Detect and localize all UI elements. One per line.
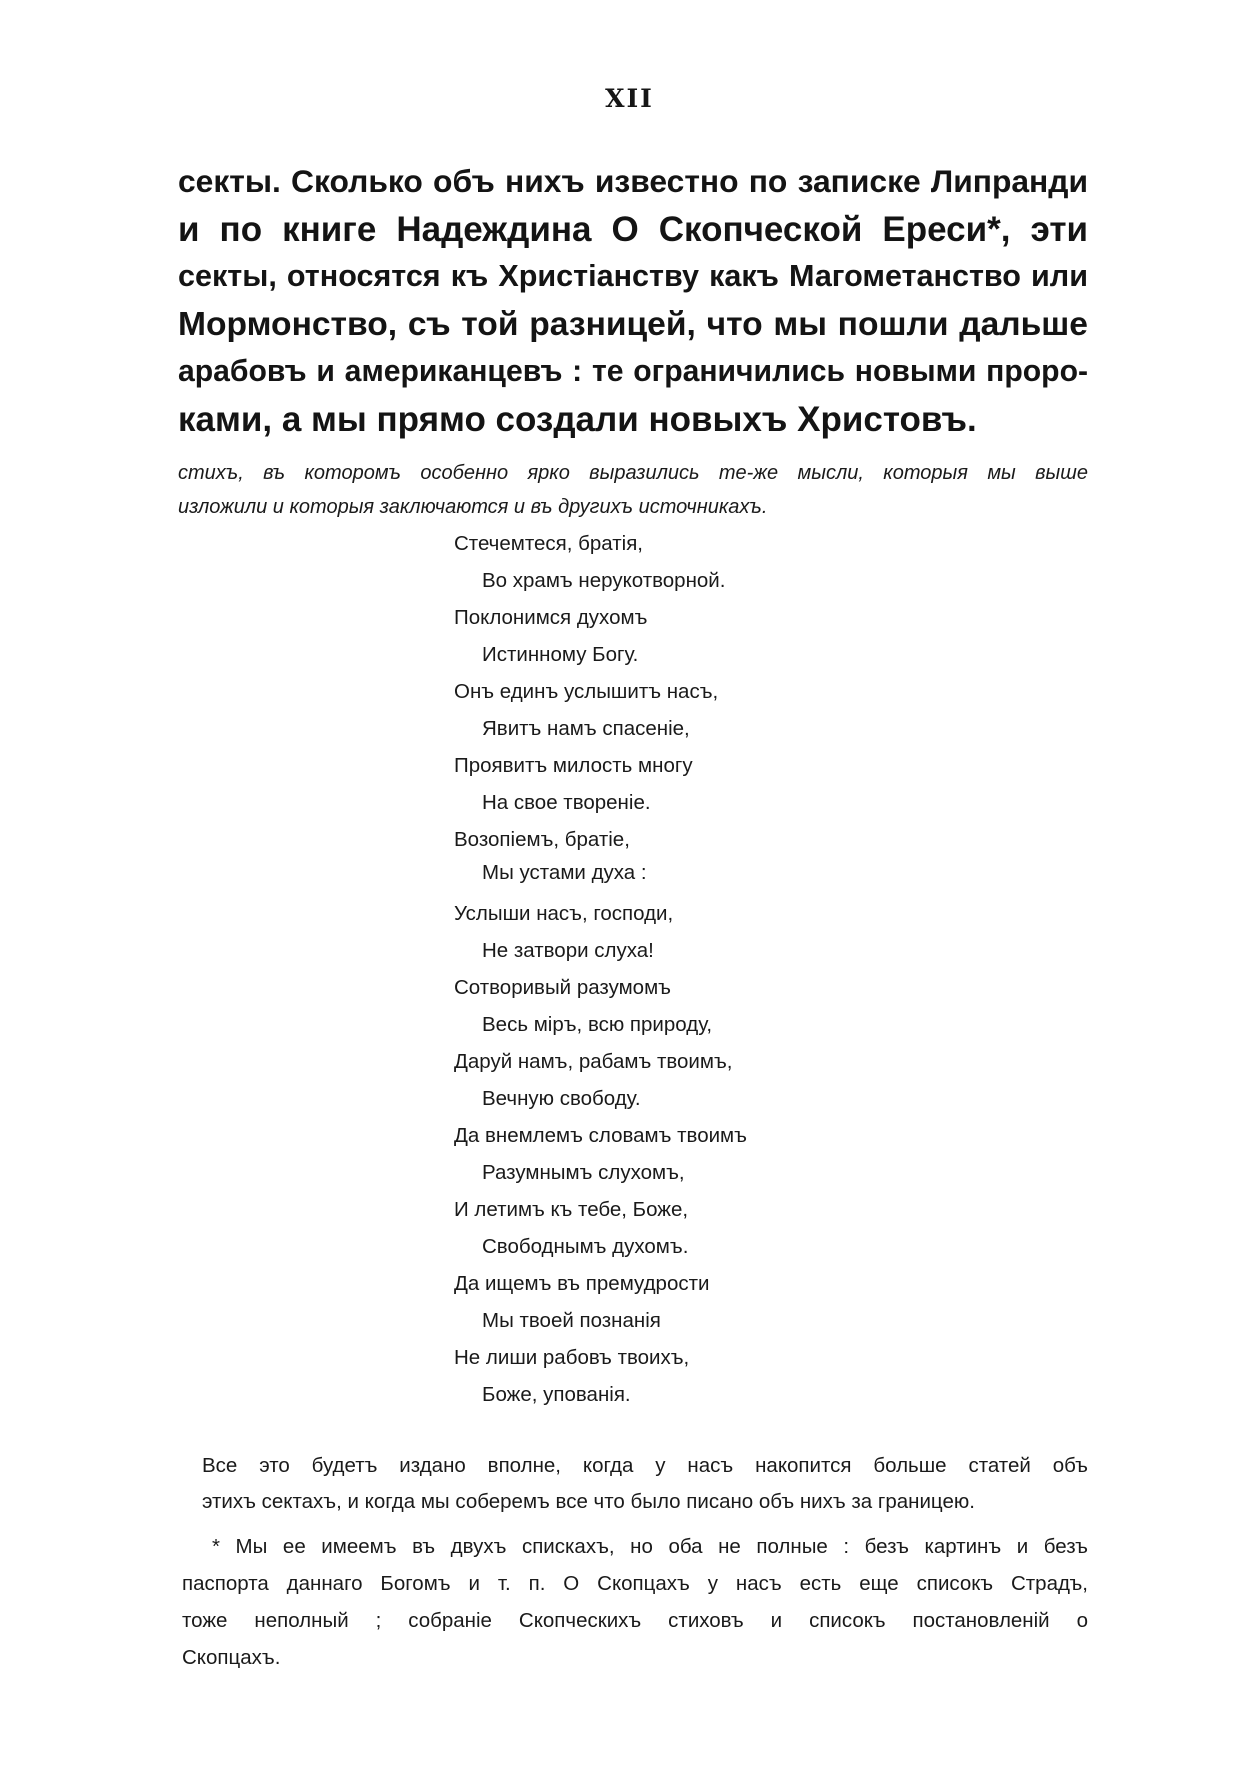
closing-line: Все это будетъ издано вполне, когда у насъ накопится больше статей объ xyxy=(202,1454,1088,1477)
poem-line: Да ищемъ въ премудрости xyxy=(454,1272,710,1295)
poem-line: Свободнымъ духомъ. xyxy=(482,1235,689,1258)
closing-paragraph xyxy=(202,1448,1088,1520)
poem-line: Мы устами духа : xyxy=(482,861,647,884)
poem-line: Сотворивый разумомъ xyxy=(454,976,671,999)
main-line: арабовъ и американцевъ : те ограничились новыми проро- xyxy=(178,355,1088,388)
poem-line: Проявитъ милость многу xyxy=(454,754,693,777)
poem-line: Услыши насъ, господи, xyxy=(454,902,674,925)
footnote-line: * Мы ее имеемъ въ двухъ спискахъ, но оба не полные : безъ картинъ и безъ xyxy=(212,1535,1088,1558)
main-line: секты, относятся къ Христiанству какъ Магометанство или xyxy=(178,259,1088,293)
poem-line: Да внемлемъ словамъ твоимъ xyxy=(454,1124,747,1147)
poem-line: Поклонимся духомъ xyxy=(454,606,648,629)
poem-line: Стечемтеся, братiя, xyxy=(454,532,643,555)
poem-line: На свое творенiе. xyxy=(482,791,651,814)
poem-line: Возопiемъ, братiе, xyxy=(454,828,630,851)
intro-line: стихъ, въ которомъ особенно ярко выразились те-же мысли, которыя мы выше xyxy=(178,462,1088,484)
poem-line: Истинному Богу. xyxy=(482,643,639,666)
closing-line: этихъ сектахъ, и когда мы соберемъ все что было писано объ нихъ за границею. xyxy=(202,1490,975,1513)
main-paragraph xyxy=(178,158,1088,443)
intro-line: изложили и которыя заключаются и въ другихъ источникахъ. xyxy=(178,496,768,518)
poem-line: Даруй намъ, рабамъ твоимъ, xyxy=(454,1050,733,1073)
poem-line: Мы твоей познанiя xyxy=(482,1309,661,1332)
page-number: XII xyxy=(605,84,654,113)
poem-line: Онъ единъ услышитъ насъ, xyxy=(454,680,719,703)
poem-line: И летимъ къ тебе, Боже, xyxy=(454,1198,689,1221)
footnote-line: паспорта даннаго Богомъ и т. п. О Скопцахъ у насъ есть еще списокъ Страдъ, xyxy=(182,1572,1088,1595)
poem-line: Боже, упованiя. xyxy=(482,1383,631,1406)
main-line: и по книге Надеждина О Скопческой Ереси*, эти xyxy=(178,209,1088,249)
poem-line: Не затвори слуха! xyxy=(482,939,654,962)
poem-line: Не лиши рабовъ твоихъ, xyxy=(454,1346,690,1369)
main-line: секты. Сколько объ нихъ известно по записке Липранди xyxy=(178,163,1088,199)
main-line: Мормонство, съ той разницей, что мы пошли дальше xyxy=(178,305,1088,343)
footnote-line: тоже неполный ; собранiе Скопческихъ стиховъ и списокъ постановленiй о xyxy=(182,1609,1088,1632)
main-line: ками, а мы прямо создали новыхъ Христовъ. xyxy=(178,399,977,439)
footnote-line: Скопцахъ. xyxy=(182,1646,281,1669)
poem-line: Явитъ намъ спасенiе, xyxy=(482,717,690,740)
poem-line: Весь мiръ, всю природу, xyxy=(482,1013,713,1036)
intro-paragraph xyxy=(178,456,1088,524)
poem-line: Разумнымъ слухомъ, xyxy=(482,1161,685,1184)
footnote xyxy=(182,1528,1088,1676)
poem-line: Во храмъ нерукотворной. xyxy=(482,569,726,592)
poem-line: Вечную свободу. xyxy=(482,1087,641,1110)
